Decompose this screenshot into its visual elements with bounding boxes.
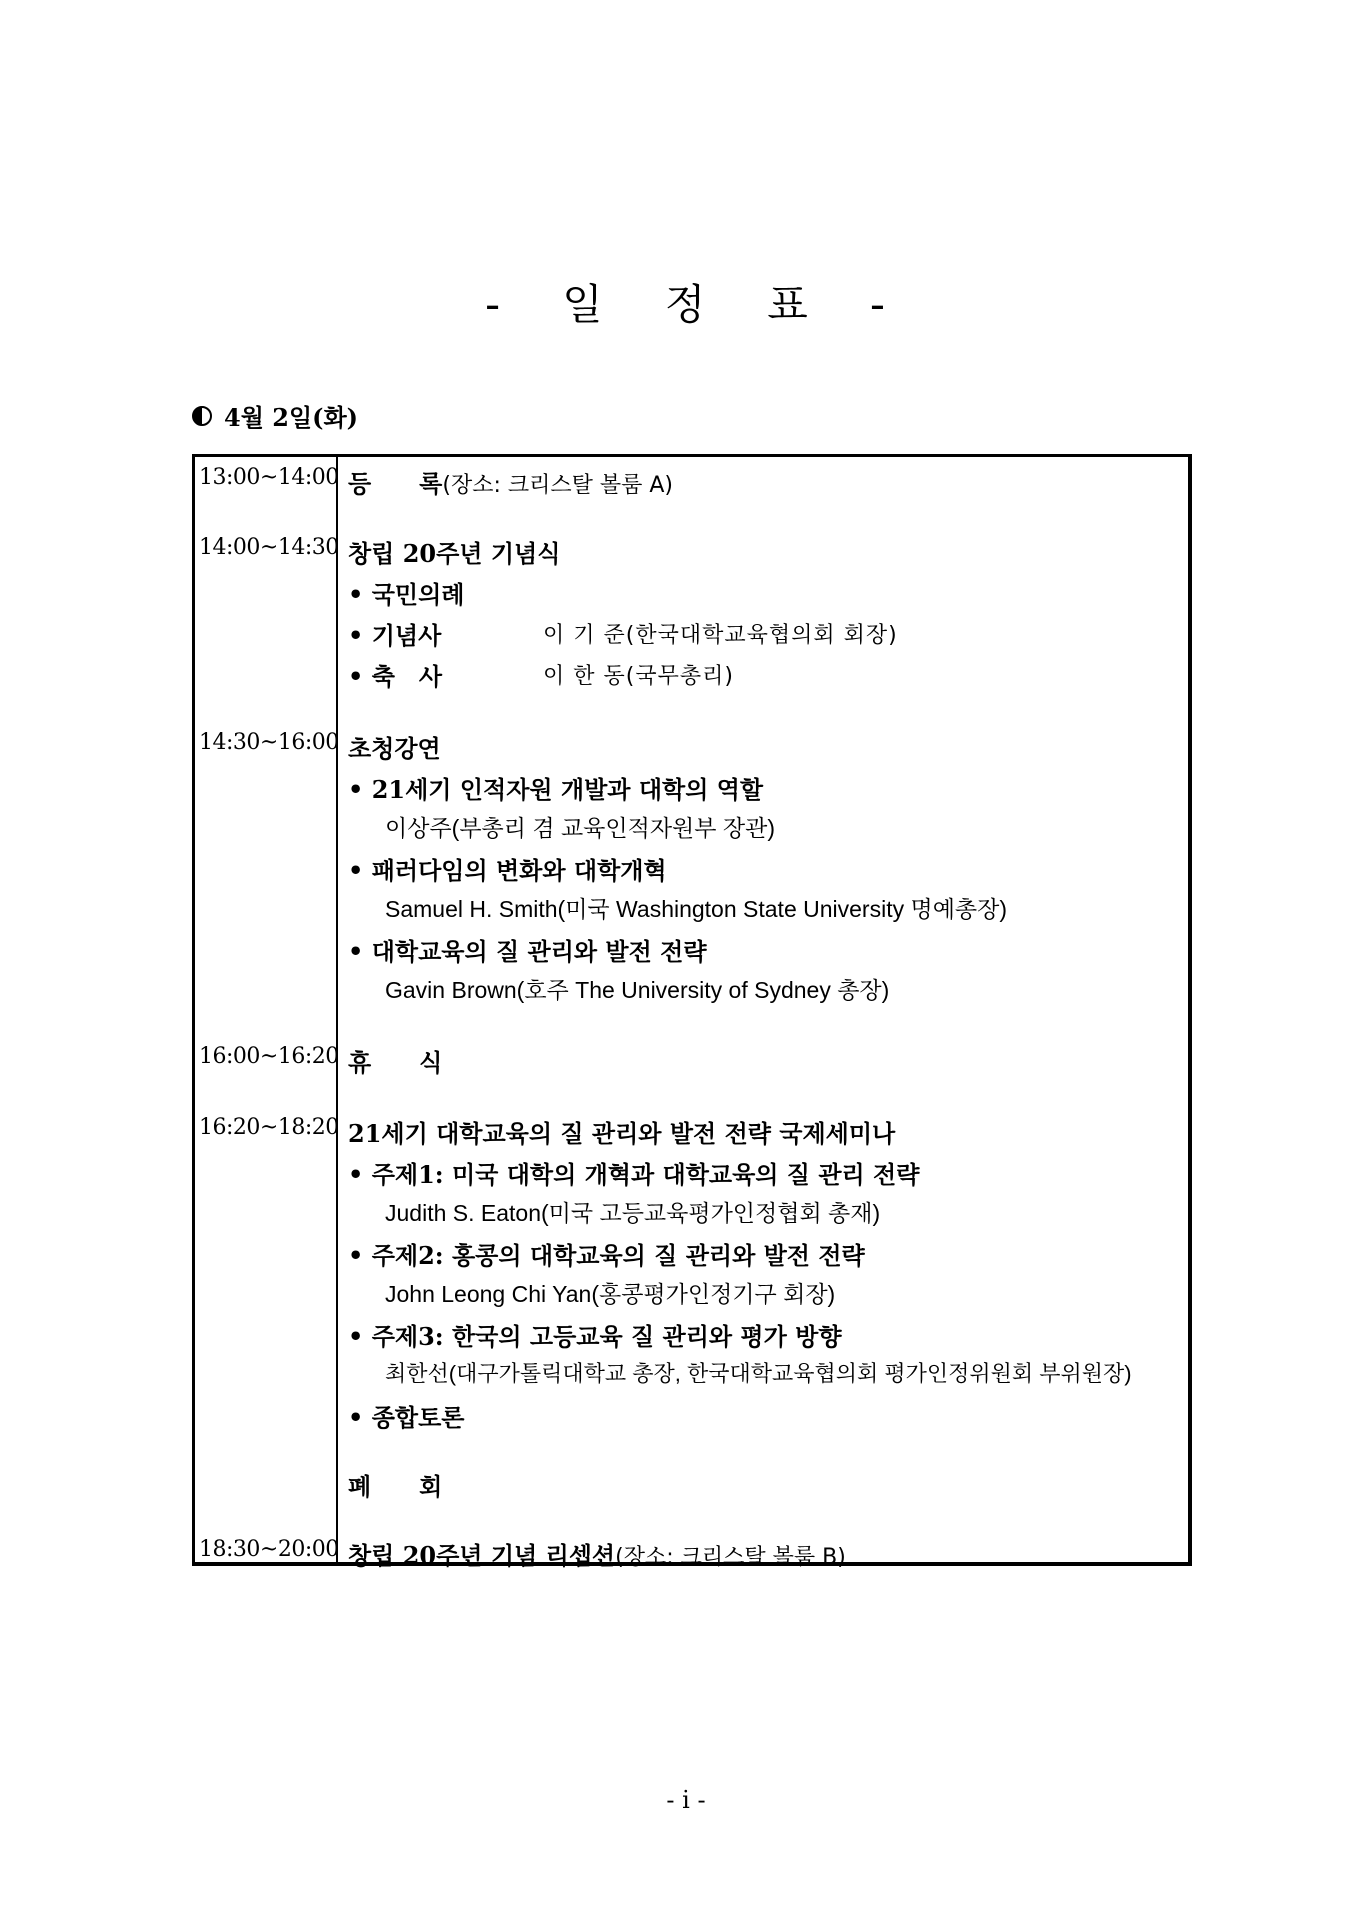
venue-note: (장소: 크리스탈 볼룸 B) bbox=[615, 1545, 846, 1570]
half-circle-icon bbox=[192, 406, 212, 426]
title-char-1: 일 bbox=[562, 280, 605, 329]
speaker-line: 이상주(부총리 겸 교육인적자원부 장관) bbox=[385, 815, 775, 841]
title-dash-right: - bbox=[869, 280, 888, 329]
speaker-name: 이 한 동(국무총리) bbox=[543, 664, 734, 689]
time-cell: 16:20~18:20 bbox=[199, 1115, 339, 1140]
date-heading bbox=[192, 398, 358, 433]
time-cell: 14:30~16:00 bbox=[199, 730, 339, 755]
session-title-text: 창립 20주년 기념 리셉션 bbox=[348, 1541, 616, 1570]
bullet-item: • 주제3: 한국의 고등교육 질 관리와 평가 방향 bbox=[348, 1317, 842, 1352]
session-title-text: 등 록 bbox=[348, 469, 443, 498]
bullet-item: • 주제2: 홍콩의 대학교육의 질 관리와 발전 전략 bbox=[348, 1236, 865, 1271]
page-title bbox=[0, 272, 1372, 332]
bullet-item: • 국민의례 bbox=[348, 575, 464, 610]
session-title: 초청강연 bbox=[348, 734, 441, 763]
page-number: - i - bbox=[666, 1786, 706, 1814]
date-heading-text: 4월 2일(화) bbox=[224, 403, 359, 432]
session-title bbox=[348, 1536, 846, 1571]
venue-note: (장소: 크리스탈 볼룸 A) bbox=[442, 473, 673, 498]
schedule-table bbox=[192, 454, 1192, 1570]
bullet-item: • 기념사 bbox=[348, 616, 441, 651]
bullet-item: • 종합토론 bbox=[348, 1398, 464, 1433]
closing-line: 폐 회 bbox=[348, 1472, 443, 1501]
speaker-name: 이 기 준(한국대학교육협의회 회장) bbox=[543, 623, 898, 648]
column-divider bbox=[336, 457, 338, 1562]
session-title: 휴 식 bbox=[348, 1048, 443, 1077]
time-cell: 16:00~16:20 bbox=[199, 1044, 339, 1069]
time-cell: 14:00~14:30 bbox=[199, 535, 339, 560]
time-cell: 18:30~20:00 bbox=[199, 1537, 339, 1562]
speaker-line: Gavin Brown(호주 The University of Sydney 총장) bbox=[385, 977, 890, 1003]
bullet-item: • 21세기 인적자원 개발과 대학의 역할 bbox=[348, 770, 763, 805]
session-title: 창립 20주년 기념식 bbox=[348, 539, 561, 568]
speaker-line: Samuel H. Smith(미국 Washington State University 명예총장) bbox=[385, 896, 1008, 922]
session-title: 21세기 대학교육의 질 관리와 발전 전략 국제세미나 bbox=[348, 1119, 896, 1148]
bullet-item: • 주제1: 미국 대학의 개혁과 대학교육의 질 관리 전략 bbox=[348, 1155, 919, 1190]
speaker-line: 최한선(대구가톨릭대학교 총장, 한국대학교육협의회 평가인정위원회 부위원장) bbox=[385, 1361, 1132, 1386]
title-char-3: 표 bbox=[767, 280, 810, 329]
time-cell: 13:00~14:00 bbox=[199, 465, 339, 490]
session-title bbox=[348, 464, 673, 499]
speaker-line: Judith S. Eaton(미국 고등교육평가인정협회 총재) bbox=[385, 1200, 881, 1226]
title-dash-left: - bbox=[484, 280, 503, 329]
bullet-item: • 축 사 bbox=[348, 657, 442, 692]
bullet-item: • 패러다임의 변화와 대학개혁 bbox=[348, 851, 667, 886]
title-char-2: 정 bbox=[664, 280, 708, 329]
bullet-item: • 대학교육의 질 관리와 발전 전략 bbox=[348, 932, 707, 967]
speaker-line: John Leong Chi Yan(홍콩평가인정기구 회장) bbox=[385, 1281, 836, 1307]
